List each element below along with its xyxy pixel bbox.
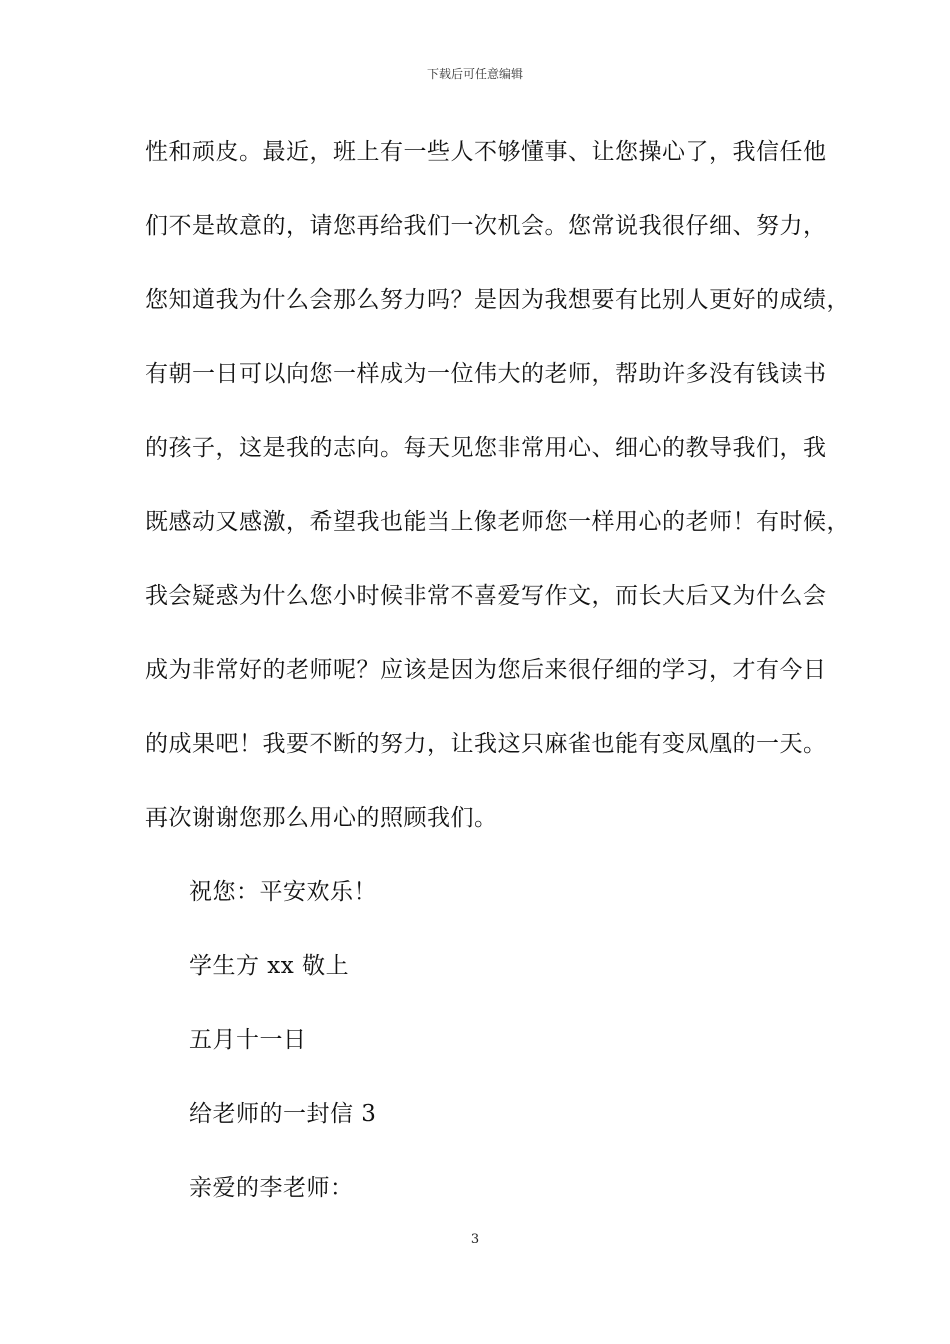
page-number: 3 <box>470 1232 480 1247</box>
signature: 学生方 xx 敬上 <box>189 953 350 979</box>
body-line-2: 们不是故意的，请您再给我们一次机会。您常说我很仔细、努力， <box>145 213 827 239</box>
body-line-3: 您知道我为什么会那么努力吗？是因为我想要有比别人更好的成绩， <box>145 287 850 313</box>
next-letter-salutation: 亲爱的李老师： <box>189 1175 354 1201</box>
body-line-1: 性和顽皮。最近，班上有一些人不够懂事、让您操心了，我信任他 <box>145 139 827 165</box>
body-line-9: 的成果吧！我要不断的努力，让我这只麻雀也能有变凤凰的一天。 <box>145 731 827 757</box>
body-line-10: 再次谢谢您那么用心的照顾我们。 <box>145 805 498 831</box>
next-letter-title: 给老师的一封信 3 <box>189 1101 377 1127</box>
body-line-7: 我会疑惑为什么您小时候非常不喜爱写作文，而长大后又为什么会 <box>145 583 827 609</box>
page-header: 下载后可任意编辑 <box>426 67 523 81</box>
closing-greeting: 祝您：平安欢乐！ <box>189 879 377 905</box>
body-line-8: 成为非常好的老师呢？应该是因为您后来很仔细的学习，才有今日 <box>145 657 827 683</box>
body-line-6: 既感动又感激，希望我也能当上像老师您一样用心的老师！有时候， <box>145 509 850 535</box>
body-line-4: 有朝一日可以向您一样成为一位伟大的老师，帮助许多没有钱读书 <box>145 361 827 387</box>
letter-date: 五月十一日 <box>189 1027 307 1053</box>
letter-body <box>145 128 850 1238</box>
body-line-5: 的孩子，这是我的志向。每天见您非常用心、细心的教导我们，我 <box>145 435 827 461</box>
